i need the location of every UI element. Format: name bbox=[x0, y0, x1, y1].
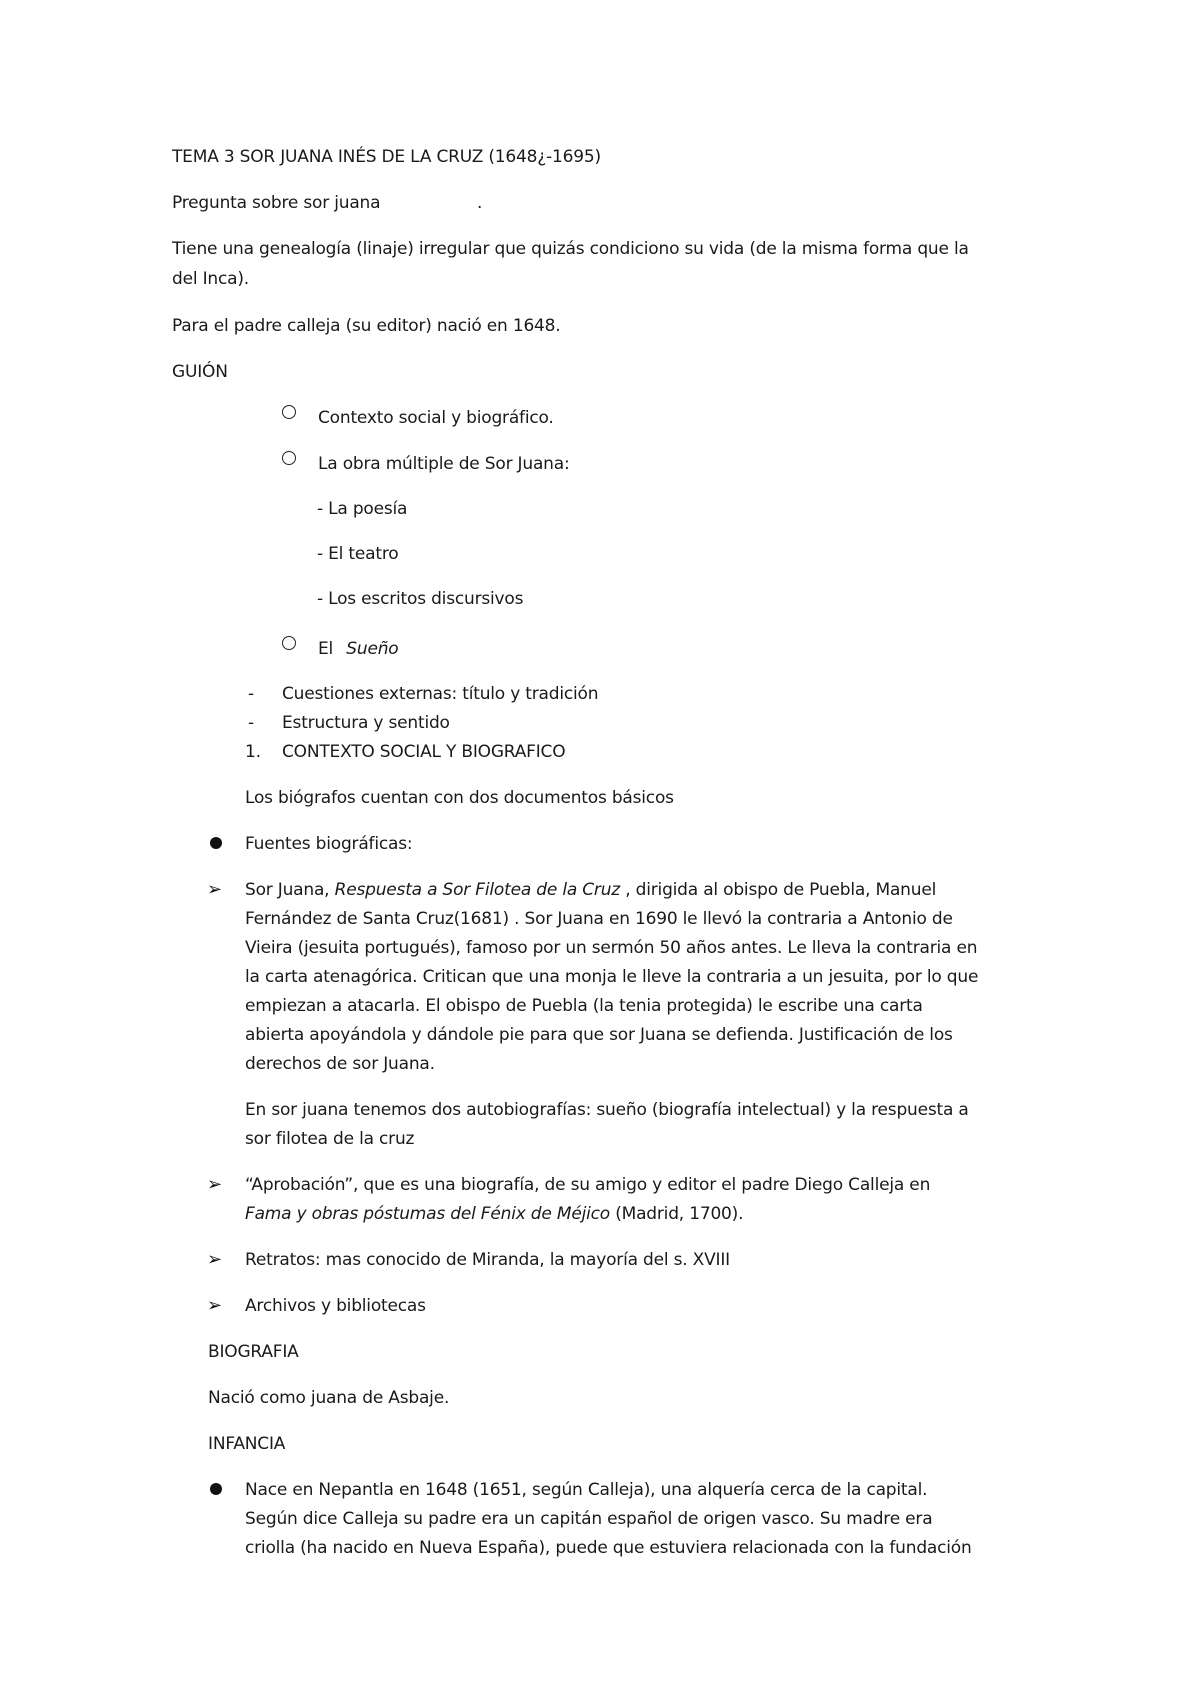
autobio-line-1: En sor juana tenemos dos autobiografías: sueño (biografía intelectual) y la respuesta a bbox=[245, 1100, 969, 1120]
respuesta-line: abierta apoyándola y dándole pie para que sor Juana se defienda. Justificación de los bbox=[245, 1025, 953, 1045]
document-title: TEMA 3 SOR JUANA INÉS DE LA CRUZ (1648¿-1695) bbox=[172, 147, 601, 167]
dash-marker: - bbox=[248, 713, 254, 733]
arrow-bullet-icon: ➢ bbox=[207, 879, 222, 900]
nacio-line: Nació como juana de Asbaje. bbox=[208, 1388, 450, 1408]
respuesta-line-1 bbox=[245, 879, 936, 901]
aprobacion-line-2 bbox=[245, 1203, 743, 1225]
filled-bullet-icon bbox=[210, 1483, 222, 1495]
nace-line: criolla (ha nacido en Nueva España), puede que estuviera relacionada con la fundación bbox=[245, 1538, 972, 1558]
guion-subitem: - Los escritos discursivos bbox=[317, 589, 524, 609]
aprobacion-line-1: “Aprobación”, que es una biografía, de su amigo y editor el padre Diego Calleja en bbox=[245, 1175, 931, 1195]
respuesta-suffix: , dirigida al obispo de Puebla, Manuel bbox=[620, 880, 937, 900]
infancia-heading: INFANCIA bbox=[208, 1434, 286, 1454]
sueno-prefix: El bbox=[318, 639, 334, 659]
respuesta-line: empiezan a atacarla. El obispo de Puebla (la tenia protegida) le escribe una carta bbox=[245, 996, 923, 1016]
guion-item-sueno bbox=[318, 638, 399, 660]
fuentes-line: Fuentes biográficas: bbox=[245, 834, 413, 854]
nace-line: Según dice Calleja su padre era un capitán español de origen vasco. Su madre era bbox=[245, 1509, 933, 1529]
dash-marker: - bbox=[248, 684, 254, 704]
archivos-line: Archivos y bibliotecas bbox=[245, 1296, 426, 1316]
autobio-line-2: sor filotea de la cruz bbox=[245, 1129, 415, 1149]
aprobacion-work-title: Fama y obras póstumas del Fénix de Méjico bbox=[245, 1204, 610, 1224]
nace-line: Nace en Nepantla en 1648 (1651, según Calleja), una alquería cerca de la capital. bbox=[245, 1480, 928, 1500]
arrow-bullet-icon: ➢ bbox=[207, 1295, 222, 1316]
dash-item: Estructura y sentido bbox=[282, 713, 450, 733]
aprobacion-suffix: (Madrid, 1700). bbox=[609, 1204, 744, 1224]
biografia-heading: BIOGRAFIA bbox=[208, 1342, 299, 1362]
dash-item: Cuestiones externas: título y tradición bbox=[282, 684, 599, 704]
genealogy-line-2: del Inca). bbox=[172, 269, 249, 289]
respuesta-line: la carta atenagórica. Critican que una monja le lleve la contraria a un jesuita, por lo que bbox=[245, 967, 979, 987]
genealogy-line-1: Tiene una genealogía (linaje) irregular que quizás condiciono su vida (de la misma forma que la bbox=[172, 239, 969, 259]
guion-subitem: - El teatro bbox=[317, 544, 399, 564]
guion-item: Contexto social y biográfico. bbox=[318, 408, 554, 428]
respuesta-work-title: Respuesta a Sor Filotea de la Cruz bbox=[334, 880, 621, 900]
respuesta-line: Vieira (jesuita portugués), famoso por un sermón 50 años antes. Le lleva la contraria en bbox=[245, 938, 978, 958]
question-label: Pregunta sobre sor juana bbox=[172, 193, 381, 213]
respuesta-prefix: Sor Juana, bbox=[245, 880, 335, 900]
arrow-bullet-icon: ➢ bbox=[207, 1249, 222, 1270]
retratos-line: Retratos: mas conocido de Miranda, la mayoría del s. XVIII bbox=[245, 1250, 730, 1270]
question-line bbox=[172, 192, 483, 214]
calleja-birth-line: Para el padre calleja (su editor) nació en 1648. bbox=[172, 316, 561, 336]
question-mark: . bbox=[477, 193, 483, 213]
guion-subitem: - La poesía bbox=[317, 499, 408, 519]
sueno-title: Sueño bbox=[346, 639, 399, 659]
hollow-bullet-icon bbox=[282, 405, 296, 419]
biographers-line: Los biógrafos cuentan con dos documentos básicos bbox=[245, 788, 674, 808]
numbered-item: CONTEXTO SOCIAL Y BIOGRAFICO bbox=[282, 742, 566, 762]
respuesta-line: derechos de sor Juana. bbox=[245, 1054, 435, 1074]
respuesta-line: Fernández de Santa Cruz(1681) . Sor Juana en 1690 le llevó la contraria a Antonio de bbox=[245, 909, 953, 929]
hollow-bullet-icon bbox=[282, 636, 296, 650]
hollow-bullet-icon bbox=[282, 451, 296, 465]
arrow-bullet-icon: ➢ bbox=[207, 1174, 222, 1195]
guion-heading: GUIÓN bbox=[172, 362, 228, 382]
filled-bullet-icon bbox=[210, 837, 222, 849]
guion-item: La obra múltiple de Sor Juana: bbox=[318, 454, 570, 474]
numbered-marker: 1. bbox=[245, 742, 261, 762]
